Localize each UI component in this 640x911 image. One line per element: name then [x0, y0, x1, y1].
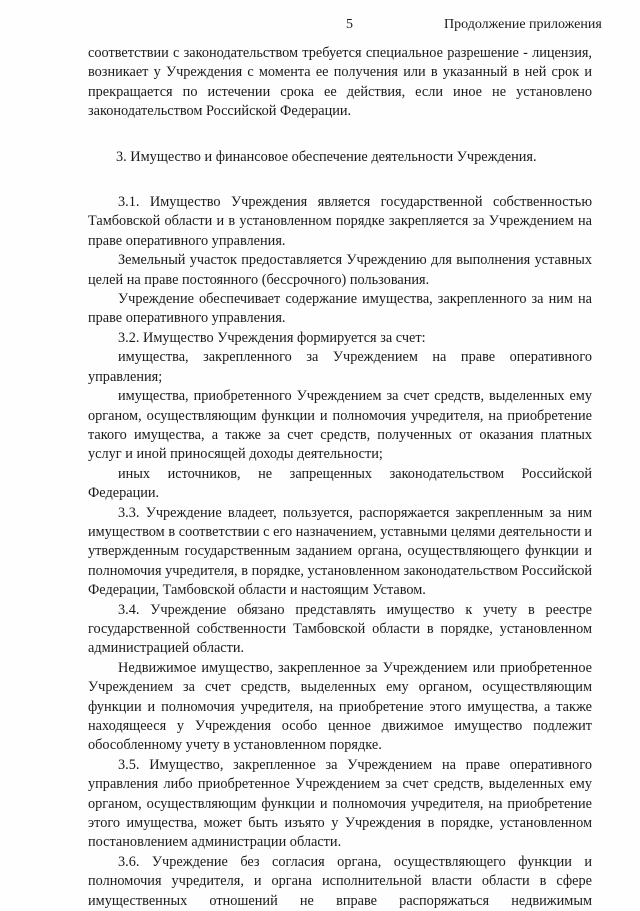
paragraph-3-1: 3.1. Имущество Учреждения является государственной собственностью Тамбовской области и в установленном порядке закрепляется за Учреждением на праве оперативного управления. — [88, 194, 592, 249]
page-number: 5 — [346, 17, 353, 32]
paragraph-real-estate-accounting: Недвижимое имущество, закрепленное за Учреждением или приобретенное Учреждением за счет средств, выделенных ему органом, осуществляющим функции и полномочия учредителя, на приобретение этого имущества, а также находящееся у Учреждения особо ценное движимое имущество подлежит обособленному учету в установленном порядке. — [88, 659, 592, 754]
paragraph-land-plot: Земельный участок предоставляется Учреждению для выполнения уставных целей на праве постоянного (бессрочного) пользования. — [88, 252, 592, 288]
list-item-acquired-property: имущества, приобретенного Учреждением за счет средств, выделенных ему органом, осуществляющим функции и полномочия учредителя, на приобретение такого имущества, а также за счет средств, полученных от оказания платных услуг и иной приносящей доходы деятельности; — [88, 388, 592, 463]
list-item-other-sources: иных источников, не запрещенных законодательством Российской Федерации. — [88, 465, 592, 502]
paragraph-3-3: 3.3. Учреждение владеет, пользуется, распоряжается закрепленным за ним имуществом в соответствии с его назначением, уставными целями деятельности и утвержденным государственным заданием органа, осуществляющего функции и полномочия учредителя, в порядке, установленном законодательством Российской Федерации, Тамбовской области и настоящим Уставом. — [88, 504, 592, 599]
list-item-assigned-property: имущества, закрепленного за Учреждением на праве оперативного управления; — [88, 349, 592, 385]
paragraph-maintenance: Учреждение обеспечивает содержание имущества, закрепленного за ним на праве оперативного управления. — [88, 291, 592, 327]
paragraph-licensing-continuation: соответствии с законодательством требуется специальное разрешение - лицензия, возникает у Учреждения с момента ее получения или в указанный в ней срок и прекращается по истечении срока ее действия, если иное не установлено законодательством Российской Федерации. — [88, 45, 592, 120]
paragraph-3-6: 3.6. Учреждение без согласия органа, осуществляющего функции и полномочия учредителя, и органа исполнительной власти области в сфере имущественных отношений не вправе распоряжаться недвижимым — [88, 853, 592, 909]
paragraph-3-5: 3.5. Имущество, закрепленное за Учреждением на праве оперативного управления либо приобретенное Учреждением за счет средств, выделенных ему органом, осуществляющим функции и полномочия учредителя, на приобретение этого имущества, может быть изъято у Учреждения в порядке, установленном постановлением администрации области. — [88, 756, 592, 851]
section-title: 3. Имущество и финансовое обеспечение деятельности Учреждения. — [116, 148, 537, 165]
paragraph-3-4: 3.4. Учреждение обязано представлять имущество к учету в реестре государственной собственности Тамбовской области в порядке, установленном администрацией области. — [88, 601, 592, 657]
paragraph-3-2: 3.2. Имущество Учреждения формируется за счет: — [118, 329, 426, 346]
document-body — [88, 44, 592, 911]
header-note: Продолжение приложения — [444, 17, 602, 32]
